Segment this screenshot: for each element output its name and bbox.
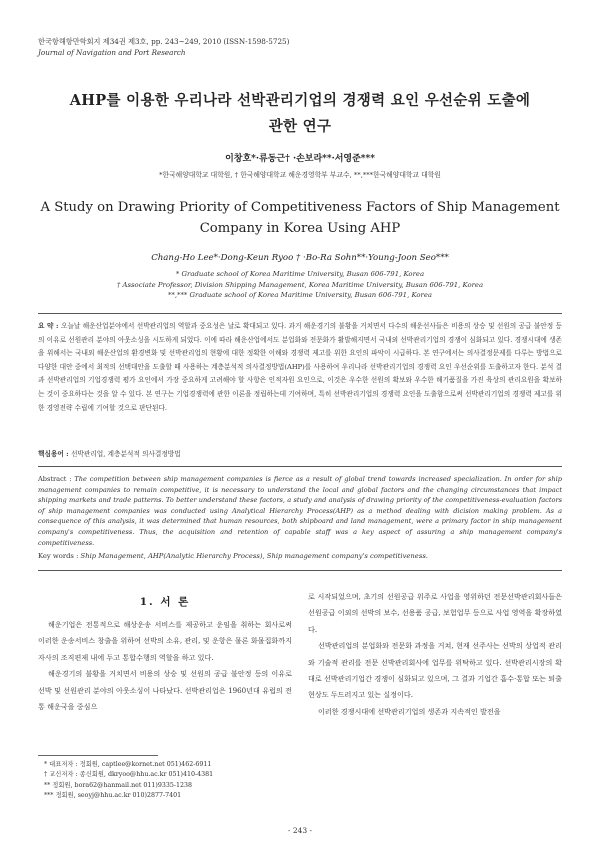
korean-title [40, 88, 560, 140]
korean-keywords-text: 선박관리업, 계층분석적 의사결정방법 [70, 450, 181, 458]
page-number: - 243 - [287, 826, 313, 835]
footnote: *** 정회원, seoyj@hhu.ac.kr 010)2877-7401 [44, 791, 182, 799]
english-abstract-label: Abstract : [38, 475, 75, 483]
footnote-divider [38, 755, 158, 756]
english-title-line1: A Study on Drawing Priority of Competitiveness Factors of Ship Management [40, 200, 560, 215]
english-title-line2: Company in Korea Using AHP [199, 221, 401, 236]
journal-citation: 한국항해항만학회지 제34권 제3호, pp. 243~249, 2010 (ISSN-1598-5725) [38, 37, 290, 46]
korean-title-line1: AHP를 이용한 우리나라 선박관리기업의 경쟁력 요인 우선순위 도출에 [69, 92, 531, 109]
affiliation-line: † Associate Professor, Division Shipping Management, Korea Maritime University, Busan 606-791, Korea [116, 280, 484, 289]
english-abstract-text: The competition between ship management companies is fierce as a result of global trend towards increased specialization. In order for ship management companies to remain competitive, it is necessary to understand the local and global factors and the changing circumstances that impact shipping markets and trade patterns. To better understand these factors, a study and analysis of drawing priority of the competitiveness-evaluation factors of ship management companies was conducted using Analytical Hierarchy Process(AHP) as a method dealing with dicision making problem. As a consequence of this analysis, it was determined that human resources, both shipboard and land management, were a primary factor in ship management company's competitiveness. Thus, the acquisition and retention of capable staff was a key aspect of assuring a ship management company's competitiveness. [38, 475, 562, 547]
korean-keywords-label: 핵심용어 : [38, 450, 71, 458]
affiliation-line: **,*** Graduate school of Korea Maritime University, Busan 606-791, Korea [167, 291, 433, 299]
bottom-divider [38, 570, 562, 571]
english-keywords-text: Ship Management, AHP(Analytic Hierarchy Process), Ship management company's competitiveness. [80, 552, 428, 560]
english-keywords-label: Key words : [38, 552, 81, 560]
left-column [38, 617, 292, 715]
korean-affiliations: *한국해양대학교 대학원, † 한국해양대학교 해운경영학부 부교수, **,***한국해양대학교 대학원 [159, 171, 441, 179]
footnote: † 교신저자 : 종신회원, dkryoo@hhu.ac.kr 051)410-4381 [44, 771, 214, 779]
english-keywords [38, 552, 562, 560]
journal-header [38, 36, 289, 58]
journal-name: Journal of Navigation and Port Research [38, 48, 186, 57]
body-paragraph: 해운경기의 불황을 거치면서 비용의 상승 및 선원의 공급 불안정 등의 이유로 선박 및 선원관리 분야의 아웃소싱이 나타났다. 선박관리업은 1960년대 유럽의 전통 해운국을 중심으 [38, 669, 292, 712]
body-paragraph: 선박관리업의 분업화와 전문화 과정을 거쳐, 현재 선주사는 선박의 상업적 관리와 기술적 관리를 전문 선박관리회사에 업무를 위탁하고 있다. 선박관리시장의 확대로 선박관리기업간 경쟁이 심화되고 있으며, 그 결과 기업간 흡수·통합 또는 퇴출 현상도 두드러지고 있는 실정이다. [308, 641, 562, 700]
korean-abstract-text: 오늘날 해운산업분야에서 선박관리업의 역할과 중요성은 날로 확대되고 있다. 과거 해운경기의 불황을 거치면서 다수의 해운선사들은 비용의 상승 및 선원의 공급 불안정 등의 이유로 선원관리 분야의 아웃소싱을 시도하게 되었다. 이에 따라 해운산업에서도 분업화와 전문화가 활발해지면서 국내외 선박관리기업의 경쟁이 심화되고 있다. 경쟁시대에 생존을 위해서는 국내외 해운산업의 환경변화 및 선박관리업의 현황에 대한 정확한 이해와 경쟁력 제고를 위한 요인의 파악이 시급하다. 본 연구에서는 의사결정문제를 다루는 방법으로 다양한 대안 중에서 최적의 선택대안을 도출할 때 사용하는 계층분석적 의사결정방법(AHP)를 사용하여 우리나라 선박관리기업의 경쟁력 요인 우선순위를 도출하고자 한다. 분석 결과 선박관리업의 기업경쟁력 평가 요인에서 가장 중요하게 고려해야 할 사항은 인적자원 요인으로, 이것은 우수한 선원의 확보와 우수한 해기품질을 가진 육상의 관리요원을 확보하는 것이 중요하다는 것을 알 수 있다. 본 연구는 기업경쟁력에 관한 이론을 정립하는데 기여하며, 특히 선박관리기업의 경쟁력 요인을 도출함으로써 선박관리기업의 경쟁력 제고를 위한 경영전략 수립에 기여할 것으로 판단된다. [38, 322, 563, 412]
footnote: ** 정회원, bora62@hanmail.net 011)9335-1238 [44, 781, 193, 789]
korean-abstract-label: 요 약 : [38, 322, 61, 330]
top-divider [38, 313, 562, 314]
korean-title-line2: 관한 연구 [268, 118, 332, 135]
korean-abstract [38, 320, 562, 415]
affiliation-line: * Graduate school of Korea Maritime University, Busan 606-791, Korea [175, 270, 425, 278]
body-paragraph: 이러한 경쟁시대에 선박관리기업의 생존과 지속적인 발전을 [318, 706, 501, 716]
korean-keywords [38, 448, 562, 458]
section-title: 1. 서 론 [139, 596, 191, 608]
right-column [308, 589, 562, 720]
korean-authors: 이창호*·류동근† ·손보라**·서영준*** [225, 154, 375, 164]
footnotes [44, 760, 213, 801]
footnote: * 대표저자 : 정회원, captlee@kornet.net 051)462-6911 [44, 761, 212, 768]
english-abstract [38, 474, 562, 548]
middle-divider [38, 466, 562, 467]
english-authors: Chang-Ho Lee*·Dong-Keun Ryoo † ·Bo-Ra Sohn**·Young-Joon Seo*** [151, 253, 449, 263]
english-affiliations [40, 269, 560, 301]
body-paragraph: 로 시작되었으며, 초기의 선원공급 위주로 사업을 영위하던 전문선박관리회사들은 선원공급 이외의 선박의 보수, 선용품 공급, 보험업무 등으로 사업 영역을 확장하였다. [308, 592, 562, 634]
body-paragraph: 해운기업은 전통적으로 해상운송 서비스를 제공하고 운임을 취하는 회사로써 이러한 운송서비스 창출을 위하여 선박의 소유, 관리, 및 운항은 물론 화물집화까지 자사의 조직편제 내에 두고 통합수행의 역할을 하고 있다. [38, 620, 292, 662]
english-title [40, 197, 560, 239]
